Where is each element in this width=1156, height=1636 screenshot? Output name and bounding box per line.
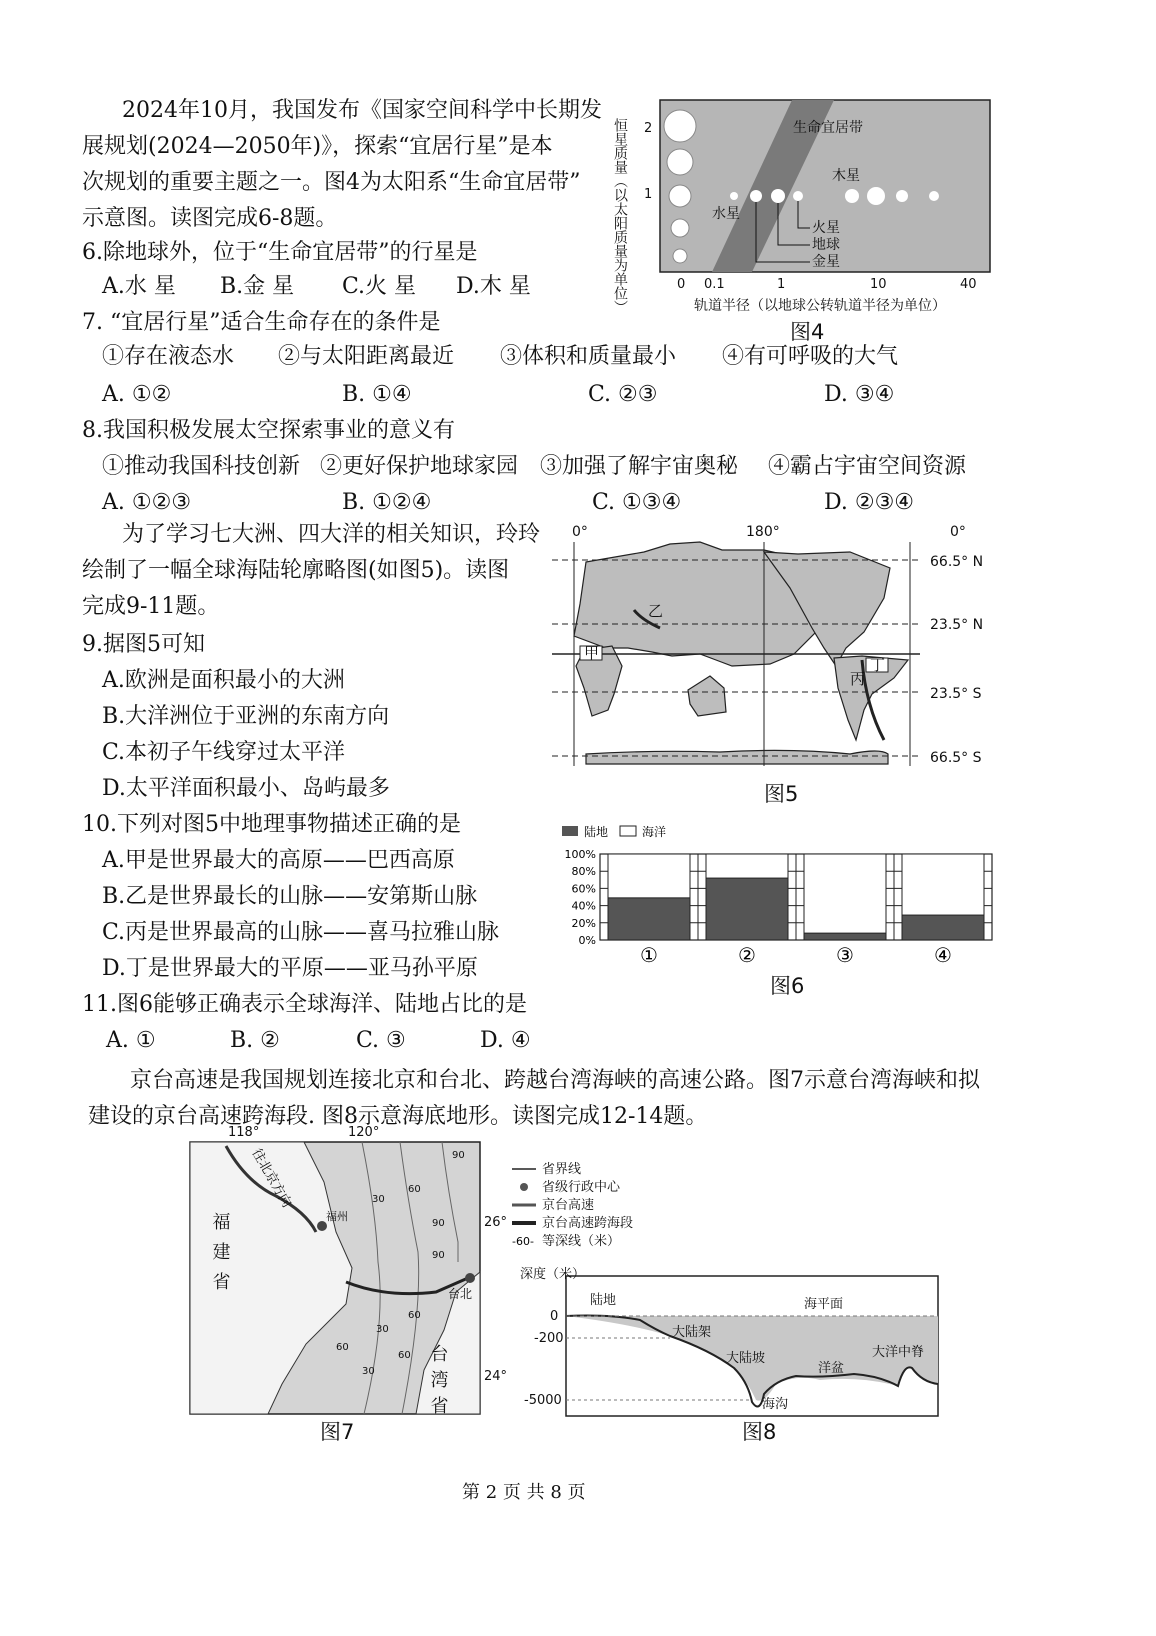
figure-5 [550, 516, 990, 806]
fig4-planet-8 [929, 191, 939, 201]
q10-option-a[interactable]: A.甲是世界最大的高原——巴西高原 [102, 848, 455, 873]
fig7-depth-7: 60 [336, 1342, 349, 1353]
fig7-depth-8: 30 [362, 1366, 375, 1377]
fig8-label-basin: 洋盆 [818, 1361, 845, 1376]
fig8-label-trench: 海沟 [762, 1397, 789, 1412]
fig4-star-05 [673, 249, 687, 263]
fig4-star-2 [664, 110, 696, 142]
fig6-category-label: ① [640, 943, 658, 967]
fig7-lat-24: 24° [484, 1369, 508, 1384]
q7-option-b[interactable]: B. ①④ [342, 382, 412, 407]
intro3-line-1: 京台高速是我国规划连接北京和台北、跨越台湾海峡的高速公路。图7示意台湾海峡和拟 [130, 1068, 980, 1093]
fig7-depth-1: 90 [452, 1150, 465, 1161]
q10-stem: 10.下列对图5中地理事物描述正确的是 [82, 812, 461, 837]
fig6-bar-land [804, 933, 886, 940]
fig8-ytick-0: 0 [550, 1309, 559, 1324]
fig6-bar-land [608, 898, 690, 940]
q9-option-c[interactable]: C.本初子午线穿过太平洋 [102, 740, 346, 765]
q11-option-a[interactable]: A. ① [106, 1028, 156, 1053]
fig4-label-mercury: 水星 [712, 206, 740, 222]
fig4-star-15 [667, 149, 693, 175]
intro-line-4: 示意图。读图完成6-8题。 [82, 206, 338, 231]
q7-stem: 7. “宜居行星”适合生命存在的条件是 [82, 310, 441, 335]
fig5-antarctica [586, 750, 888, 764]
fig7-depth-9: 90 [432, 1250, 445, 1261]
q7-option-a[interactable]: A. ①② [102, 382, 172, 407]
fig6-ytick: 80% [571, 865, 596, 879]
intro2-line-3: 完成9-11题。 [82, 594, 220, 619]
fig4-planet-mars [793, 191, 803, 201]
fig4-label-mars: 火星 [812, 220, 840, 236]
q9-option-a[interactable]: A.欧洲是面积最小的大洲 [102, 668, 345, 693]
q8-option-a[interactable]: A. ①②③ [102, 490, 192, 515]
q7-item-3: ③体积和质量最小 [500, 344, 677, 369]
fig7-depth-6: 30 [376, 1324, 389, 1335]
fig6-ytick: 60% [571, 882, 596, 896]
fig5-lat-235n: 23.5° N [930, 617, 984, 633]
fig8-caption: 图8 [742, 1420, 777, 1444]
fig5-marker-jia: 甲 [584, 644, 600, 662]
fig4-label-venus: 金星 [812, 254, 840, 270]
q7-item-2: ②与太阳距离最近 [278, 344, 455, 369]
fig4-xtick-40: 40 [960, 277, 977, 292]
figure-4-svg [612, 98, 1002, 346]
figure-7-svg [186, 1122, 508, 1422]
fig7-depth-4: 30 [372, 1194, 385, 1205]
q11-option-b[interactable]: B. ② [230, 1028, 280, 1053]
intro-line-2: 展规划(2024—2050年)》，探索“宜居行星”是本 [82, 134, 553, 159]
fig8-label-sea-level: 海平面 [804, 1297, 844, 1312]
intro-line-1: 2024年10月，我国发布《国家空间科学中长期发 [122, 98, 602, 123]
legend-label-isobath: 等深线（米） [542, 1234, 621, 1249]
legend-label-capital: 省级行政中心 [542, 1180, 621, 1195]
fig5-lon-0-left: 0° [572, 524, 588, 540]
fig7-lon-118: 118° [228, 1125, 260, 1140]
q8-option-d[interactable]: D. ②③④ [824, 490, 915, 515]
fig7-label-taiwan: 台湾省 [427, 1344, 449, 1422]
fig7-depth-10: 60 [398, 1350, 411, 1361]
q10-option-d[interactable]: D.丁是世界最大的平原——亚马孙平原 [102, 956, 478, 981]
fig7-depth-5: 60 [408, 1310, 421, 1321]
fig4-caption: 图4 [790, 320, 825, 344]
fig7-depth-3: 60 [408, 1184, 421, 1195]
figure-6 [548, 820, 1008, 1000]
q6-option-b[interactable]: B.金 星 [220, 274, 295, 299]
legend-label-bridge: 京台高速跨海段 [542, 1216, 634, 1231]
q7-option-d[interactable]: D. ③④ [824, 382, 895, 407]
fig4-zone-label: 生命宜居带 [793, 120, 863, 136]
fig4-label-jupiter: 木星 [832, 168, 860, 184]
fig6-category-label: ③ [836, 943, 854, 967]
q7-option-c[interactable]: C. ②③ [588, 382, 658, 407]
fig7-legend-svg [510, 1160, 690, 1256]
fig5-marker-ding: 丁 [870, 656, 886, 674]
fig5-caption: 图5 [764, 782, 799, 806]
fig6-ytick: 40% [571, 899, 596, 913]
q7-item-4: ④有可呼吸的大气 [722, 344, 899, 369]
fig5-marker-bing: 丙 [850, 670, 866, 688]
q7-item-1: ①存在液态水 [102, 344, 235, 369]
figure-8 [520, 1264, 944, 1446]
fig7-lon-120: 120° [348, 1125, 380, 1140]
fig7-caption: 图7 [320, 1420, 355, 1444]
fig5-marker-yi: 乙 [648, 602, 664, 620]
q10-option-c[interactable]: C.丙是世界最高的山脉——喜马拉雅山脉 [102, 920, 500, 945]
figure-5-svg [550, 516, 990, 778]
fig4-xtick-01: 0.1 [704, 277, 725, 292]
q10-option-b[interactable]: B.乙是世界最长的山脉——安第斯山脉 [102, 884, 478, 909]
fig8-ytick-200: -200 [534, 1331, 564, 1346]
q6-option-a[interactable]: A.水 星 [102, 274, 176, 299]
fig4-planet-7 [896, 190, 908, 202]
figure-6-svg [548, 820, 1008, 968]
fig7-label-taibei: 台北 [448, 1287, 473, 1301]
q11-stem: 11.图6能够正确表示全球海洋、陆地占比的是 [82, 992, 527, 1017]
q9-option-d[interactable]: D.太平洋面积最小、岛屿最多 [102, 776, 390, 801]
fig7-legend [510, 1160, 690, 1256]
q8-item-3: ③加强了解宇宙奥秘 [540, 454, 739, 479]
legend-isobath-sample: -60- [512, 1235, 534, 1248]
q8-option-b[interactable]: B. ①②④ [342, 490, 432, 515]
q8-item-2: ②更好保护地球家园 [320, 454, 519, 479]
fig6-caption: 图6 [770, 974, 805, 998]
q8-item-4: ④霸占宇宙空间资源 [768, 454, 967, 479]
fig4-ytick-2: 2 [644, 121, 653, 136]
fig5-lat-235s: 23.5° S [930, 686, 982, 702]
fig8-ytick-5000: -5000 [524, 1393, 562, 1408]
q6-option-c[interactable]: C.火 星 [342, 274, 417, 299]
fig6-legend-land: 陆地 [584, 825, 609, 839]
fig6-ytick: 100% [564, 848, 596, 861]
q9-stem: 9.据图5可知 [82, 632, 205, 657]
fig7-beijing-direction: 往北京方向 [248, 1146, 295, 1211]
figure-7 [186, 1122, 508, 1446]
legend-label-expressway: 京台高速 [542, 1198, 595, 1213]
fig4-planet-5 [845, 189, 859, 203]
fig6-bar-ocean [804, 854, 886, 940]
figure-4 [612, 98, 1002, 346]
q6-option-d[interactable]: D.木 星 [456, 274, 531, 299]
intro2-line-1: 为了学习七大洲、四大洋的相关知识，玲玲 [122, 522, 541, 547]
fig4-planet-venus [750, 190, 762, 202]
q11-option-d[interactable]: D. ④ [480, 1028, 531, 1053]
fig4-planet-mercury [730, 192, 738, 200]
legend-label-border: 省界线 [542, 1162, 582, 1177]
fig6-bar-land [706, 878, 788, 940]
fig8-label-land: 陆地 [590, 1293, 617, 1308]
fig7-lat-26: 26° [484, 1215, 508, 1230]
fig5-lat-665n: 66.5° N [930, 554, 984, 570]
q8-option-c[interactable]: C. ①③④ [592, 490, 682, 515]
fig8-label-slope: 大陆坡 [726, 1351, 766, 1366]
fig8-label-shelf: 大陆架 [672, 1325, 712, 1340]
fig4-label-earth: 地球 [812, 237, 840, 253]
fig4-planet-earth [771, 189, 785, 203]
fig4-xlabel: 轨道半径（以地球公转轨道半径为单位） [694, 298, 946, 314]
fig4-star-07 [671, 219, 689, 237]
q8-item-1: ①推动我国科技创新 [102, 454, 301, 479]
fig5-lat-665s: 66.5° S [930, 750, 982, 766]
fig6-legend-ocean-swatch [620, 826, 636, 836]
fig6-category-label: ④ [934, 943, 952, 967]
page-footer: 第 2 页 共 8 页 [462, 1482, 586, 1503]
figure-8-svg [520, 1264, 944, 1422]
q8-stem: 8.我国积极发展太空探索事业的意义有 [82, 418, 455, 443]
fig7-capital-taibei [465, 1273, 475, 1283]
fig4-xtick-0: 0 [677, 277, 686, 292]
fig8-ylabel: 深度（米） [520, 1267, 586, 1282]
fig7-label-fujian: 福建省 [209, 1212, 231, 1302]
fig4-ytick-1: 1 [644, 187, 653, 202]
fig6-ytick: 20% [571, 916, 596, 930]
fig8-label-ridge: 大洋中脊 [872, 1345, 925, 1360]
fig6-category-label: ② [738, 943, 756, 967]
fig4-ylabel: 恒星质量（以太阳质量为单位） [612, 118, 628, 314]
fig7-depth-2: 90 [432, 1218, 445, 1229]
q6-stem: 6.除地球外，位于“生命宜居带”的行星是 [82, 240, 478, 265]
fig5-lon-180: 180° [746, 524, 780, 540]
fig4-planet-jupiter [867, 187, 885, 205]
fig6-bar-land [902, 915, 984, 940]
intro3-line-2: 建设的京台高速跨海段. 图8示意海底地形。读图完成12-14题。 [88, 1104, 708, 1129]
q11-option-c[interactable]: C. ③ [356, 1028, 406, 1053]
intro2-line-2: 绘制了一幅全球海陆轮廓略图(如图5)。读图 [82, 558, 510, 583]
fig7-label-fuzhou: 福州 [326, 1210, 348, 1223]
legend-capital-icon [520, 1183, 528, 1191]
fig4-xtick-1: 1 [777, 277, 786, 292]
fig5-oceania [688, 676, 726, 716]
fig6-legend-ocean: 海洋 [642, 825, 667, 839]
fig4-xtick-10: 10 [870, 277, 887, 292]
fig4-star-1 [669, 185, 691, 207]
q9-option-b[interactable]: B.大洋洲位于亚洲的东南方向 [102, 704, 390, 729]
intro-line-3: 次规划的重要主题之一。图4为太阳系“生命宜居带” [82, 170, 581, 195]
fig6-legend-land-swatch [562, 826, 578, 836]
fig5-lon-0-right: 0° [950, 524, 966, 540]
fig6-ytick: 0% [578, 934, 596, 947]
